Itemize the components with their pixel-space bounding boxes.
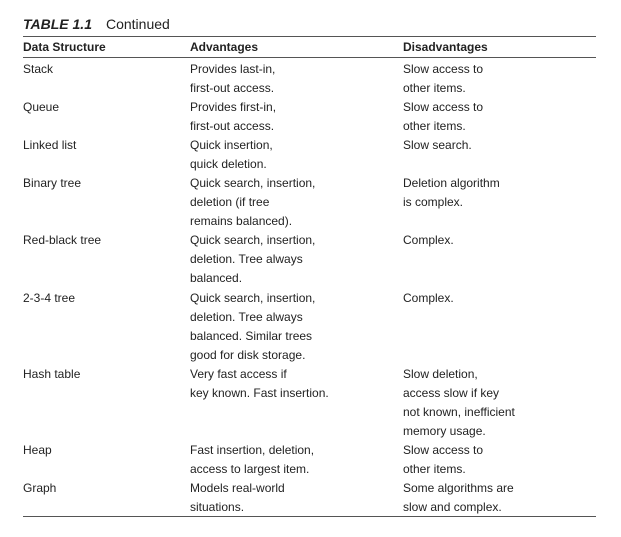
cell-structure: Red-black tree [23, 233, 102, 247]
cell-advantages: Fast insertion, deletion, access to largest item. [190, 443, 315, 476]
cell-advantages: Quick insertion, quick deletion. [190, 138, 273, 171]
header-advantages: Advantages [190, 40, 259, 54]
cell-structure: Queue [23, 100, 60, 114]
cell-structure: Binary tree [23, 176, 82, 190]
cell-disadvantages: Slow access to other items. [403, 62, 484, 95]
cell-advantages: Models real-world situations. [190, 481, 285, 514]
table-number: TABLE 1.1 [23, 16, 92, 32]
cell-advantages: Provides first-in, first-out access. [190, 100, 277, 133]
cell-advantages: Quick search, insertion, deletion. Tree always balanced. [190, 233, 316, 285]
cell-structure: Heap [23, 443, 52, 457]
cell-disadvantages: Deletion algorithm is complex. [403, 176, 500, 209]
header-data-structure: Data Structure [23, 40, 106, 54]
top-rule [23, 36, 596, 37]
cell-disadvantages: Slow access to other items. [403, 100, 484, 133]
table-caption [23, 15, 170, 33]
cell-advantages: Very fast access if key known. Fast insertion. [190, 367, 329, 400]
cell-structure: 2-3-4 tree [23, 291, 76, 305]
cell-structure: Stack [23, 62, 54, 76]
cell-disadvantages: Some algorithms are slow and complex. [403, 481, 514, 514]
cell-disadvantages: Slow access to other items. [403, 443, 484, 476]
cell-structure: Graph [23, 481, 57, 495]
cell-advantages: Provides last-in, first-out access. [190, 62, 276, 95]
cell-advantages: Quick search, insertion, deletion (if tree remains balanced). [190, 176, 316, 228]
cell-disadvantages: Complex. [403, 233, 454, 247]
cell-advantages: Quick search, insertion, deletion. Tree always balanced. Similar trees good for disk storage. [190, 291, 316, 362]
cell-disadvantages: Slow deletion, access slow if key not known, inefficient memory usage. [403, 367, 515, 438]
header-rule [23, 57, 596, 58]
cell-disadvantages: Slow search. [403, 138, 472, 152]
cell-structure: Linked list [23, 138, 77, 152]
bottom-rule [23, 516, 596, 517]
cell-disadvantages: Complex. [403, 291, 454, 305]
cell-structure: Hash table [23, 367, 81, 381]
header-disadvantages: Disadvantages [403, 40, 488, 54]
table-caption-text: Continued [105, 16, 170, 32]
